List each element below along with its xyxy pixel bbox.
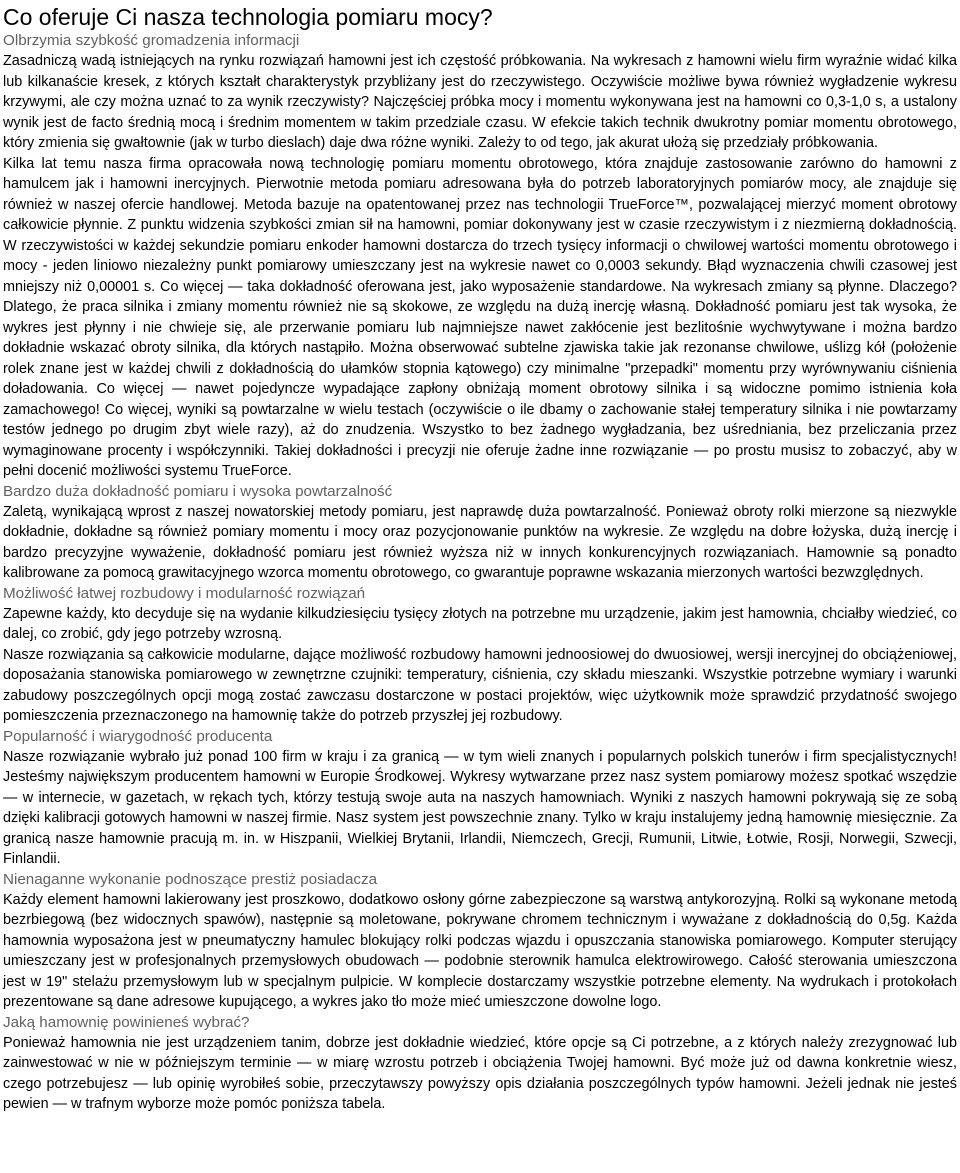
section-paragraph: Nasze rozwiązania są całkowicie modularne, dające możliwość rozbudowy hamowni jednoosiowej do dwuosiowej, wersji inercyjnej do obciążeniowej, doposażania stanowiska pomiarowego w zewnętrzne czujniki: temperatury, ciśnienia, czy składu mieszanki. Wszystkie potrzebne wymiary i warunki zabudowy poszczególnych opcji mogą zostać zawczasu dostarczone w postaci projektów, więc użytkownik może sprawdzić przydatność swojego pomieszczenia przeznaczonego na hamownię także do potrzeb przyszłej jej rozbudowy.: [3, 646, 957, 724]
section-paragraph: Zaletą, wynikającą wprost z naszej nowatorskiej metody pomiaru, jest naprawdę duża powtarzalność. Ponieważ obroty rolki mierzone są niezwykle dokładnie, dokładne są również pomiary momentu i mocy oraz pozycjonowanie punktów na wykresie. Ze względu na dobre łożyska, dużą inercję i bardzo precyzyjne wyważenie, dokładność pomiaru jest również wyższa niż w innych konkurencyjnych rozwiązaniach. Hamownie są ponadto kalibrowane za pomocą grawitacyjnego wzorca momentu obrotowego, co gwarantuje poprawne wskazania mierzonych wartości bezwzględnych.: [3, 503, 957, 581]
section-paragraph: Zasadniczą wadą istniejących na rynku rozwiązań hamowni jest ich częstość próbkowania. Na wykresach z hamowni wielu firm wyraźnie widać kilka lub kilkanaście kresek, z których kształt charakterystyk przybliżany jest do rzeczywistego. Oczywiście możliwe bywa również wygładzenie wykresu krzywymi, ale czy można uznać to za wynik rzeczywisty? Najczęściej próbka mocy i momentu wykonywana jest na hamowni co 0,3-1,0 s, a ustalony wynik jest de facto średnią mocą i średnim momentem w takim przedziale czasu. W efekcie takich technik dwukrotny pomiar momentu obrotowego, który zmienia się gwałtownie (jak w turbo dieslach) daje dwa różne wyniki. Zależy to od tego, jak akurat ułożą się przedziały próbkowania.: [3, 53, 957, 151]
section-paragraph: Ponieważ hamownia nie jest urządzeniem tanim, dobrze jest dokładnie wiedzieć, które opcje są Ci potrzebne, a z których należy zrezygnować lub zainwestować w nie w późniejszym terminie — w miarę wzrostu potrzeb i obciążenia Twojej hamowni. Być może już od dawna konkretnie wiesz, czego potrzebujesz — lub opinię wyrobiłeś sobie, przeczytawszy powyższy opis działania poszczególnych typów hamowni. Jeżeli jednak nie jesteś pewien — w trafnym wyborze może pomóc poniższa tabela.: [3, 1034, 957, 1112]
section-heading-craftsmanship: Nienaganne wykonanie podnoszące prestiż posiadacza: [3, 870, 378, 888]
section-paragraph: Każdy element hamowni lakierowany jest proszkowo, dodatkowo osłony górne zabezpieczone są warstwą antykorozyjną. Rolki są wykonane metodą bezrbiegową (bez widocznych spawów), następnie są moletowane, pokrywane chromem technicznym i wyważane z dokładnością do 0,5g. Każda hamownia wyposażona jest w pneumatyczny hamulec blokujący rolki podczas wjazdu i opuszczania stanowiska pomiarowego. Komputer sterujący umieszczany jest w profesjonalnych przemysłowych obudowach — podobnie sterownik hamulca elektrowirowego. Całość sterowania umieszczona jest w 19" stelażu przemysłowym lub w specjalnym pulpicie. W komplecie dostarczamy wszystkie potrzebne elementy. Na wydrukach i protokołach prezentowane są dane adresowe kupującego, a wykres jako tło może mieć umieszczone dowolne logo.: [3, 891, 957, 1010]
section-paragraph: Kilka lat temu nasza firma opracowała nową technologię pomiaru momentu obrotowego, która znajduje zastosowanie zarówno do hamowni z hamulcem jak i hamowni inercyjnych. Pierwotnie metoda pomiaru adresowana była do potrzeb laboratoryjnych pomiarów mocy, ale znajduje się również w naszej ofercie handlowej. Metoda bazuje na opatentowanej przez nas technologii TrueForce™, pozwalającej mierzyć moment obrotowy całkowicie płynnie. Z punktu widzenia szybkości zmian sił na hamowni, pomiar dokonywany jest w czasie rzeczywistym i z niezmierną dokładnością. W rzeczywistości w każdej sekundzie pomiaru enkoder hamowni dostarcza do trzech tysięcy informacji o chwilowej wartości momentu obrotowego i mocy - jeden liniowo niezależny punkt pomiarowy umieszczany jest na wykresie nawet co 0,0003 sekundy. Błąd wyznaczenia chwili czasowej jest mniejszy niż 0,00001 s. Co więcej — taka dokładność oferowana jest, jako wyposażenie standardowe. Na wykresach zmiany są płynne. Dlaczego? Dlatego, że praca silnika i zmiany momentu również nie są skokowe, ze względu na dużą inercję własną. Dokładność pomiaru jest tak wysoka, że wykres jest płynny i nie chwieje się, ale przerwanie pomiaru lub najmniejsze nawet zakłócenie jest bezlitośnie wychwytywane i można bardzo dokładnie wskazać obroty silnika, dla których nastąpiło. Można obserwować subtelne zjawiska takie jak rezonanse chwilowe, uślizg kół (położenie rolek znane jest w każdej chwili z dokładnością do ułamków stopnia kątowego) czy minimalne "przepadki" momentu przy wyrównywaniu ciśnienia doładowania. Co więcej — nawet pojedyncze wypadające zapłony obniżają moment obrotowy silnika i są widoczne pomimo istnienia koła zamachowego! Co więcej, wyniki są powtarzalne w wielu testach (oczywiście o ile dbamy o zachowanie stałej temperatury silnika i nie powtarzamy testów jednego po drugim zbyt wiele razy), aż do znudzenia. Wszystko to bez żadnego wygładzania, bez uśredniania, bez przeliczania przez wymaginowane procenty i współczynniki. Takiej dokładności i precyzji nie oferuje żadne inne rozwiązanie — po prostu musisz to zobaczyć, aby w pełni docenić możliwości systemu TrueForce.: [3, 155, 957, 479]
section-paragraph: Zapewne każdy, kto decyduje się na wydanie kilkudziesięciu tysięcy złotych na potrzebne mu urządzenie, jakim jest hamownia, chciałby wiedzieć, co dalej, co zrobić, gdy jego potrzeby wzrosną.: [3, 605, 957, 642]
section-heading-choice: Jaką hamownię powinieneś wybrać?: [3, 1013, 250, 1031]
page-title: Co oferuje Ci nasza technologia pomiaru mocy?: [3, 4, 493, 30]
section-heading-modularity: Możliwość łatwej rozbudowy i modularność rozwiązań: [3, 584, 366, 602]
section-heading-popularity: Popularność i wiarygodność producenta: [3, 727, 273, 745]
section-heading-accuracy: Bardzo duża dokładność pomiaru i wysoka powtarzalność: [3, 482, 393, 500]
section-heading-speed: Olbrzymia szybkość gromadzenia informacji: [3, 32, 300, 49]
section-paragraph: Nasze rozwiązanie wybrało już ponad 100 firm w kraju i za granicą — w tym wieli znanych i popularnych polskich tunerów i firm specjalistycznych! Jesteśmy największym producentem hamowni w Europie Środkowej. Wykresy wytwarzane przez nasz system pomiarowy możesz spotkać wszędzie — w internecie, w gazetach, w rękach tych, którzy testują swoje auta na naszych hamowniach. Wyniki z naszych hamowni pokrywają się ze sobą dzięki kalibracji gotowych hamowni w naszej firmie. Nasz system jest powszechnie znany. Tylko w kraju instalujemy jedną hamownię miesięcznie. Za granicą nasze hamownie pracują m. in. w Hiszpanii, Wielkiej Brytanii, Irlandii, Niemczech, Grecji, Rumunii, Litwie, Łotwie, Rosji, Norwegii, Szwecji, Finlandii.: [3, 748, 957, 867]
